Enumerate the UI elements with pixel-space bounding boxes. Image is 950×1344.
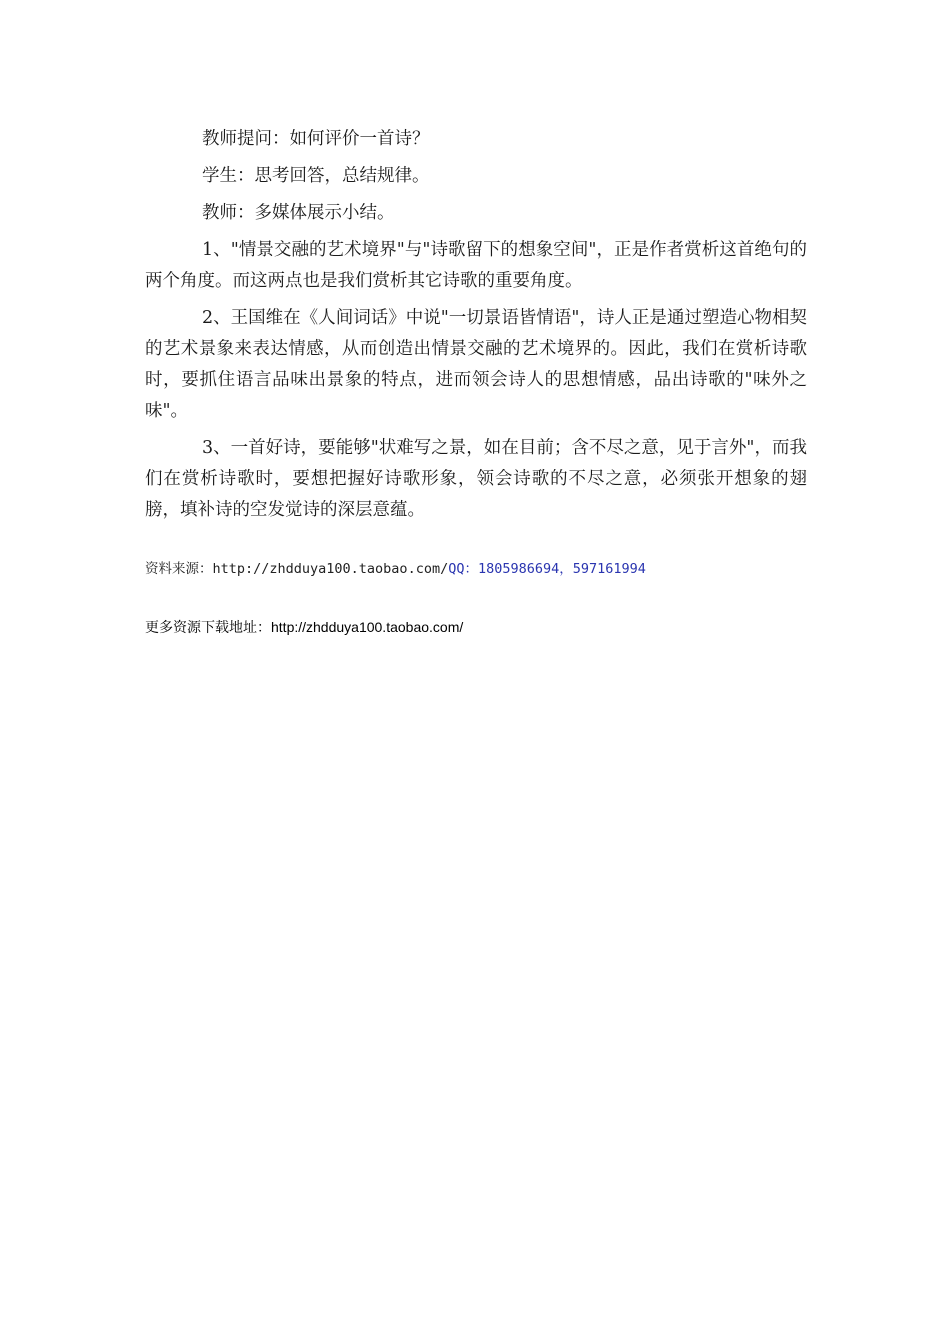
more-resources-link[interactable]: 更多资源下载地址：http://zhdduya100.taobao.com/ bbox=[145, 619, 464, 635]
paragraph-point-1: 1、"情景交融的艺术境界"与"诗歌留下的想象空间"，正是作者赏析这首绝句的两个角度。而这两点也是我们赏析其它诗歌的重要角度。 bbox=[145, 240, 807, 291]
paragraph-point-3: 3、一首好诗，要能够"状难写之景，如在目前；含不尽之意，见于言外"，而我们在赏析诗歌时，要想把握好诗歌形象，领会诗歌的不尽之意，必须张开想象的翅膀，填补诗的空发觉诗的深层意蕴。 bbox=[145, 438, 807, 520]
source-qq: QQ：1805986694，597161994 bbox=[448, 561, 646, 577]
paragraph-student-answer: 学生：思考回答，总结规律。 bbox=[202, 166, 430, 186]
source-url[interactable]: 资料来源：http://zhdduya100.taobao.com/ bbox=[145, 561, 449, 577]
paragraph-teacher-question: 教师提问：如何评价一首诗？ bbox=[202, 129, 430, 149]
source-line bbox=[145, 557, 646, 577]
paragraph-point-2: 2、王国维在《人间词话》中说"一切景语皆情语"，诗人正是通过塑造心物相契的艺术景象来表达情感，从而创造出情景交融的艺术境界的。因此，我们在赏析诗歌时，要抓住语言品味出景象的特点，进而领会诗人的思想情感，品出诗歌的"味外之味"。 bbox=[145, 308, 807, 421]
document-body bbox=[145, 124, 807, 532]
paragraph-teacher-summary: 教师：多媒体展示小结。 bbox=[202, 203, 395, 223]
